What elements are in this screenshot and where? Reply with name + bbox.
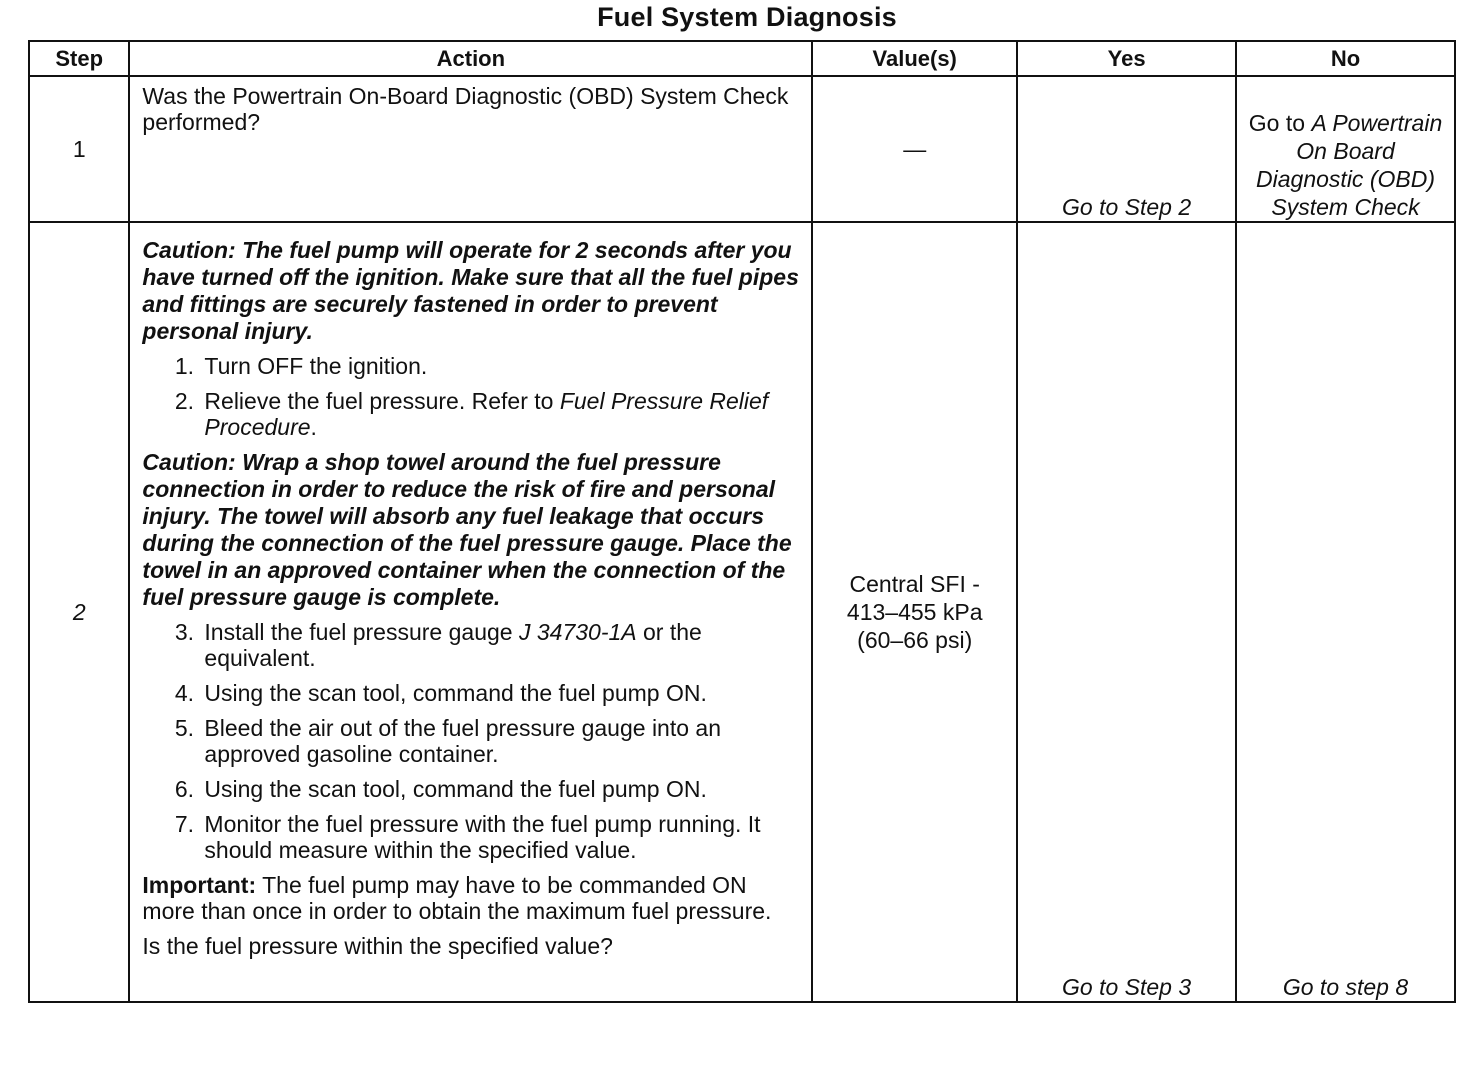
step-text: Install the fuel pressure gauge	[204, 619, 519, 645]
yes-link[interactable]: Go to Step 2	[1062, 194, 1192, 220]
caution-note: Caution: The fuel pump will operate for 2 seconds after you have turned off the ignition. Make sure that all the fuel pipes and fittings are securely fastened in order to prevent personal injury.	[142, 237, 799, 344]
no-cell	[1236, 76, 1455, 222]
procedure-reference-link[interactable]: Fuel Pressure Relief Procedure	[204, 388, 769, 440]
list-item: 4. Using the scan tool, command the fuel pump ON.	[200, 680, 801, 706]
caution-note: Caution: Wrap a shop towel around the fuel pressure connection in order to reduce the risk of fire and personal injury. The towel will absorb any fuel leakage that occurs during the connection of the fuel pressure gauge. Place the towel in an approved container when the connection of the fuel pressure gauge is complete.	[142, 449, 792, 610]
list-item	[200, 388, 801, 440]
procedure-list	[142, 619, 801, 863]
table-row	[29, 222, 1455, 1002]
list-item	[200, 619, 801, 671]
header-no: No	[1236, 41, 1455, 76]
procedure-list	[142, 353, 801, 440]
important-label: Important:	[142, 872, 257, 898]
value-text: —	[903, 136, 927, 162]
no-prefix: Go to	[1248, 110, 1312, 136]
table-row	[29, 76, 1455, 222]
step-text-end: or the equivalent.	[204, 619, 702, 671]
no-link[interactable]: A Powertrain On Board Diagnostic (OBD) System Check	[1256, 110, 1443, 220]
value-cell	[812, 76, 1017, 222]
header-action: Action	[129, 41, 812, 76]
table-header-row	[29, 41, 1455, 76]
important-text: The fuel pump may have to be commanded ON more than once in order to obtain the maximum fuel pressure.	[142, 872, 772, 924]
diagnosis-table	[28, 40, 1456, 1003]
page-title: Fuel System Diagnosis	[597, 2, 897, 32]
action-text: Was the Powertrain On-Board Diagnostic (OBD) System Check performed?	[142, 83, 789, 135]
step-text-end: .	[310, 414, 317, 440]
important-note	[142, 872, 801, 924]
action-cell	[129, 76, 812, 222]
question-text: Is the fuel pressure within the specified value?	[142, 933, 613, 959]
list-item: 1. Turn OFF the ignition.	[200, 353, 801, 379]
no-link[interactable]: Go to step 8	[1282, 974, 1409, 1000]
list-item: 7. Monitor the fuel pressure with the fuel pump running. It should measure within the specified value.	[200, 811, 801, 863]
value-line: Central SFI -	[849, 571, 980, 597]
list-item: 6. Using the scan tool, command the fuel pump ON.	[200, 776, 801, 802]
yes-cell	[1017, 222, 1236, 1002]
value-cell	[812, 222, 1017, 1002]
no-cell	[1236, 222, 1455, 1002]
step-number: 2	[29, 222, 129, 1002]
list-item: 5. Bleed the air out of the fuel pressure gauge into an approved gasoline container.	[200, 715, 801, 767]
step-text: Relieve the fuel pressure. Refer to	[204, 388, 560, 414]
header-yes: Yes	[1017, 41, 1236, 76]
value-line: 413–455 kPa	[846, 599, 983, 625]
value-line: (60–66 psi)	[857, 627, 973, 653]
tool-reference: J 34730-1A	[518, 619, 637, 645]
yes-link[interactable]: Go to Step 3	[1062, 974, 1192, 1000]
yes-cell	[1017, 76, 1236, 222]
header-values: Value(s)	[812, 41, 1017, 76]
header-step: Step	[29, 41, 129, 76]
step-number: 1	[29, 76, 129, 222]
action-cell	[129, 222, 812, 1002]
